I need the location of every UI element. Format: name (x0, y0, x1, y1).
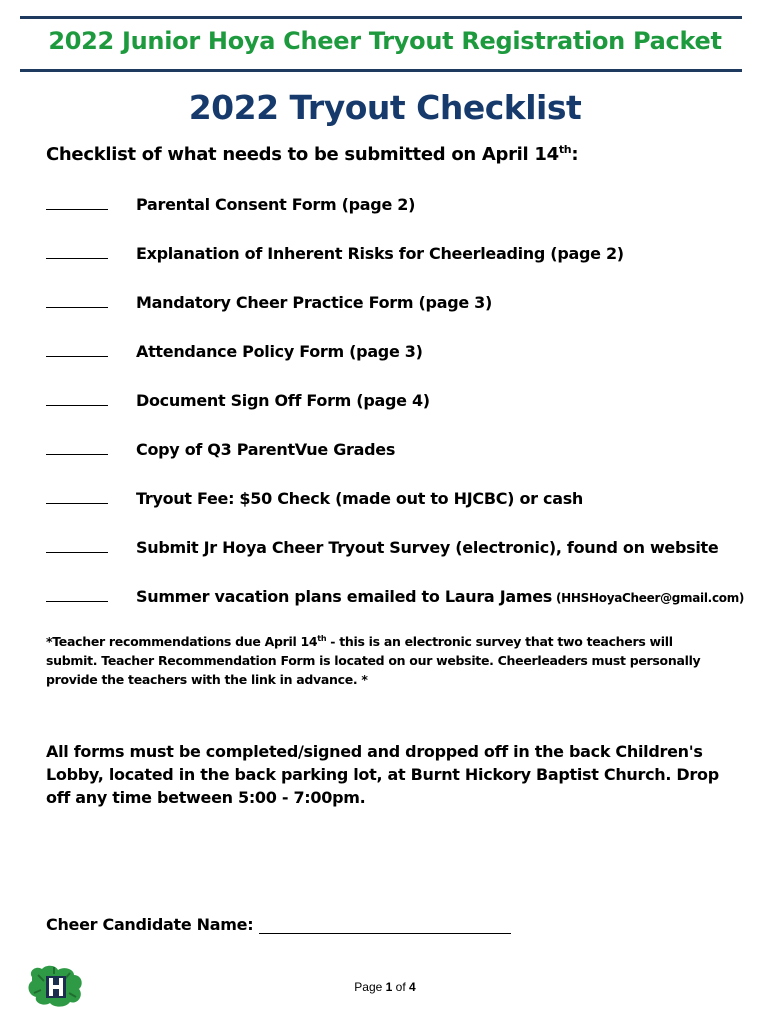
current-page: 1 (385, 980, 393, 994)
checklist-item (46, 585, 746, 634)
checklist-item-label: Attendance Policy Form (page 3) (136, 342, 423, 361)
teacher-recommendation-note (46, 629, 726, 689)
checklist-blank[interactable] (46, 405, 108, 406)
checklist-item (46, 242, 746, 291)
page-number (0, 980, 770, 994)
checklist-item (46, 291, 746, 340)
checklist-item (46, 193, 746, 242)
checklist-blank[interactable] (46, 356, 108, 357)
checklist-item-label: Tryout Fee: $50 Check (made out to HJCBC) or cash (136, 489, 584, 508)
intro-suffix: : (571, 144, 579, 165)
checklist-item (46, 389, 746, 438)
header-top-rule (20, 16, 742, 19)
header-bottom-rule (20, 69, 742, 72)
note-body: - this is an electronic survey that two teachers will submit. Teacher Recommendation Form is located on our website. Cheerleaders must personally provide the teachers with the link in advance. * (46, 634, 701, 688)
checklist-item-label: Parental Consent Form (page 2) (136, 195, 416, 214)
note-superscript: th (317, 634, 327, 643)
checklist-item-label: Mandatory Cheer Practice Form (page 3) (136, 293, 493, 312)
checklist-blank[interactable] (46, 454, 108, 455)
note-prefix: *Teacher recommendations due April 14 (46, 634, 318, 650)
checklist-blank[interactable] (46, 307, 108, 308)
checklist-blank[interactable] (46, 601, 108, 602)
checklist-item-label: Explanation of Inherent Risks for Cheerleading (page 2) (136, 244, 624, 263)
checklist-item (46, 438, 746, 487)
checklist-intro (46, 143, 578, 165)
checklist-item-text: Summer vacation plans emailed to Laura James (136, 587, 552, 606)
checklist-blank[interactable] (46, 258, 108, 259)
checklist-item-label: Document Sign Off Form (page 4) (136, 391, 430, 410)
checklist-item (46, 536, 746, 585)
candidate-name-row (46, 915, 511, 934)
checklist-item (46, 340, 746, 389)
candidate-name-field[interactable] (259, 917, 511, 934)
contact-email: (HHSHoyaCheer@gmail.com) (556, 591, 745, 605)
of-word: of (395, 980, 406, 994)
checklist-item-label: Submit Jr Hoya Cheer Tryout Survey (electronic), found on website (136, 538, 719, 557)
checklist-item-label (136, 587, 744, 606)
checklist (46, 193, 746, 634)
dropoff-instructions: All forms must be completed/signed and dropped off in the back Children's Lobby, located in the back parking lot, at Burnt Hickory Baptist Church. Drop off any time between 5:00 - 7:00pm. (46, 742, 719, 807)
intro-text: Checklist of what needs to be submitted on April 14 (46, 144, 559, 165)
checklist-item (46, 487, 746, 536)
checklist-item-label: Copy of Q3 ParentVue Grades (136, 440, 396, 459)
candidate-name-label: Cheer Candidate Name: (46, 915, 254, 934)
page-word: Page (354, 980, 383, 994)
checklist-blank[interactable] (46, 503, 108, 504)
checklist-blank[interactable] (46, 209, 108, 210)
total-pages: 4 (409, 980, 416, 994)
page-heading: 2022 Tryout Checklist (188, 88, 582, 127)
packet-title: 2022 Junior Hoya Cheer Tryout Registration Packet (48, 27, 722, 55)
checklist-blank[interactable] (46, 552, 108, 553)
intro-superscript: th (558, 143, 572, 156)
